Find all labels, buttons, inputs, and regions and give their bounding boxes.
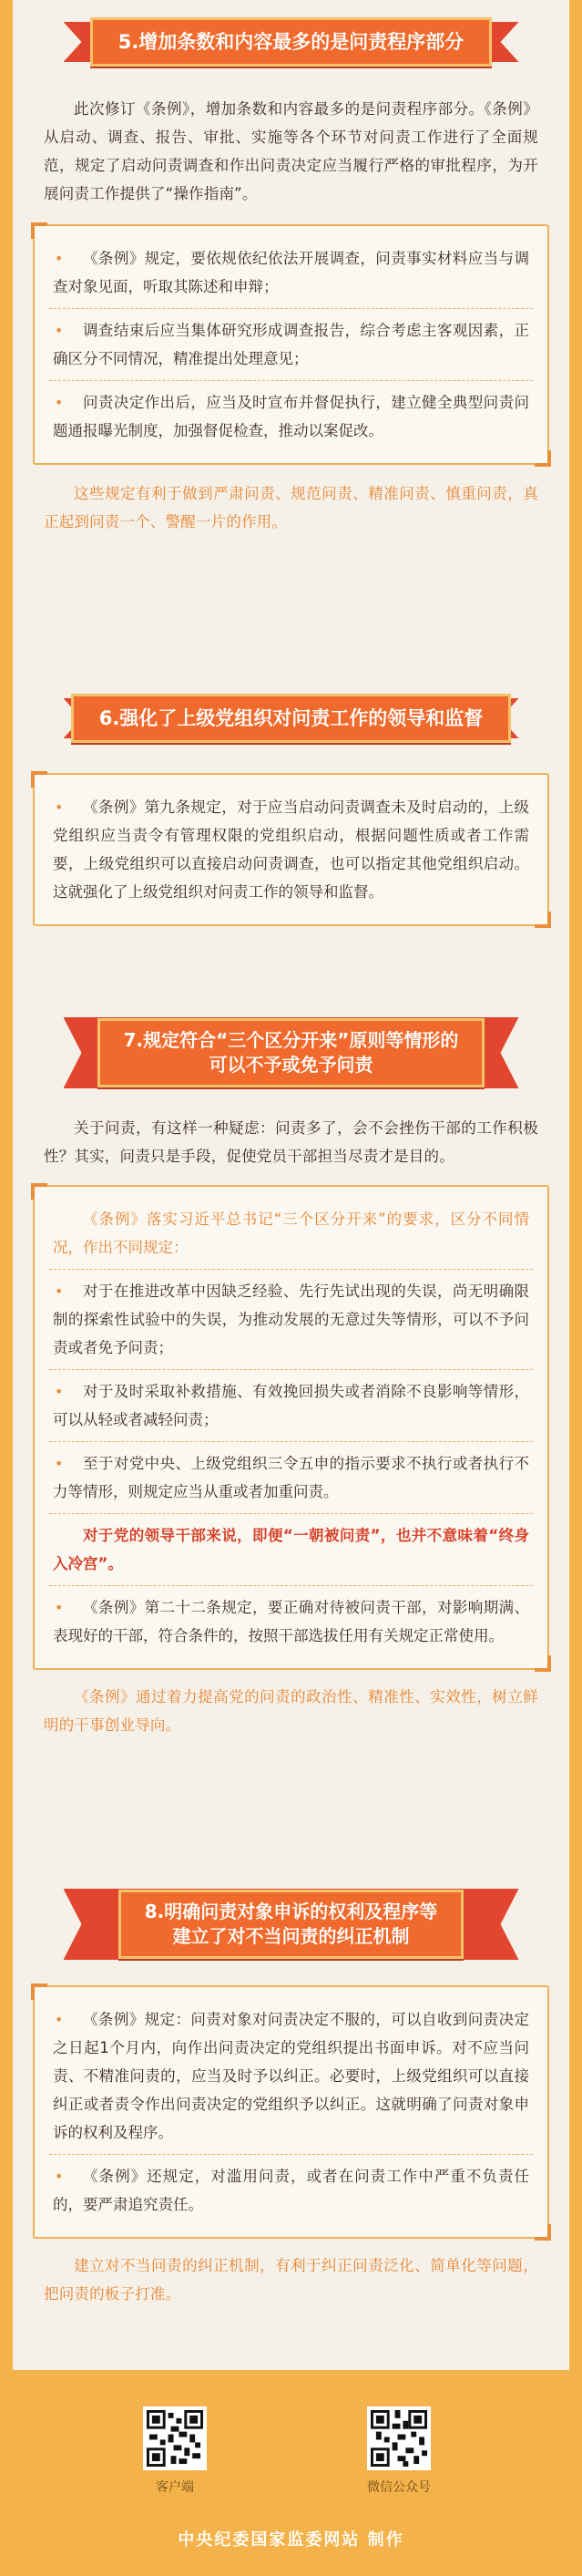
section-6 (26, 689, 556, 926)
corner-decoration (31, 1984, 47, 2000)
corner-decoration (31, 1183, 47, 1200)
section-7-item: • 至于对党中央、上级党组织三令五申的指示要求不执行或者执行不力等情形，则规定应当从重或者加重问责。 (49, 1441, 533, 1513)
section-8-conclusion: 建立对不当问责的纠正机制，有利于纠正问责泛化、简单化等问题，把问责的板子打准。 (44, 2257, 538, 2303)
section-5-intro: 此次修订《条例》，增加条数和内容最多的是问责程序部分。《条例》从启动、调查、报告、审批、实施等各个环节对问责工作进行了全面规范，规定了启动问责调查和作出问责决定应当履行严格的审批程序，为开展问责工作提供了“操作指南”。 (44, 100, 538, 202)
section-5-box (33, 224, 549, 465)
section-7-intro: 关于问责，有这样一种疑虑：问责多了，会不会挫伤干部的工作积极性？其实，问责只是手段，促使党员干部担当尽责才是目的。 (44, 1119, 538, 1165)
section-5-conclusion: 这些规定有利于做到严肃问责、规范问责、精准问责、慎重问责，真正起到问责一个、警醒一片的作用。 (44, 485, 538, 531)
footer (0, 2370, 582, 2576)
corner-decoration (535, 450, 551, 467)
section-5 (26, 13, 556, 536)
section-8 (26, 1880, 556, 2308)
section-7-lead: 《条例》落实习近平总书记“三个区分开来”的要求，区分不同情况，作出不同规定： (53, 1211, 529, 1256)
corner-decoration (535, 1655, 551, 1672)
section-5-title: 5.增加条数和内容最多的是问责程序部分 (90, 17, 493, 67)
corner-decoration (535, 2224, 551, 2241)
section-8-item: • 《条例》还规定，对滥用问责，或者在问责工作中严重不负责任的，要严肃追究责任。 (49, 2154, 533, 2226)
section-5-item: • 问责决定作出后，应当及时宣布并督促执行，建立健全典型问责问题通报曝光制度，加强督促检查，推动以案促改。 (49, 380, 533, 452)
section-8-title-line1: 8.明确问责对象申诉的权利及程序等 (144, 1901, 438, 1922)
section-8-box (33, 1985, 549, 2239)
section-6-item: • 《条例》第九条规定，对于应当启动问责调查未及时启动的，上级党组织应当责令有管理权限的党组织启动，根据问题性质或者工作需要，上级党组织可以直接启动问责调查，也可以指定其他党组织启动。这就强化了上级党组织对问责工作的领导和监督。 (49, 786, 533, 913)
section-8-title (118, 1890, 465, 1959)
section-6-title: 6.强化了上级党组织对问责工作的领导和监督 (71, 694, 512, 743)
section-8-banner (64, 1880, 519, 1969)
section-7-title-line1: 7.规定符合“三个区分开来”原则等情形的 (123, 1029, 459, 1051)
qr-left-label: 客户端 (156, 2480, 194, 2495)
qr-code-client-icon[interactable] (143, 2406, 207, 2470)
qr-right-label: 微信公众号 (367, 2480, 431, 2495)
section-5-item: • 调查结束后应当集体研究形成调查报告，综合考虑主客观因素，正确区分不同情况，精准提出处理意见； (49, 308, 533, 380)
section-7-item: • 对于在推进改革中因缺乏经验、先行先试出现的失误，尚无明确限制的探索性试验中的失误，为推动发展的无意过失等情形，可以不予问责或者免予问责； (49, 1269, 533, 1369)
section-8-title-line2: 建立了对不当问责的纠正机制 (172, 1925, 410, 1947)
section-7-item: • 对于及时采取补救措施、有效挽回损失或者消除不良影响等情形，可以从轻或者减轻问责； (49, 1369, 533, 1441)
section-8-item: • 《条例》规定：问责对象对问责决定不服的，可以自收到问责决定之日起1个月内，向作出问责决定的党组织提出书面申诉。对不应当问责、不精准问责的，应当及时予以纠正。必要时，上级党组织可以直接纠正或者责令作出问责决定的党组织予以纠正。这就明确了问责对象申诉的权利及程序。 (49, 1998, 533, 2154)
corner-decoration (31, 222, 47, 239)
section-5-item: • 《条例》规定，要依规依纪依法开展调查，问责事实材料应当与调查对象见面，听取其陈述和申辩； (49, 237, 533, 308)
corner-decoration (31, 771, 47, 788)
corner-decoration (535, 912, 551, 928)
section-6-box (33, 773, 549, 926)
qr-code-icon (371, 2410, 427, 2467)
section-5-banner (64, 13, 519, 71)
section-7-highlight: 对于党的领导干部来说，即便“一朝被问责”，也并不意味着“终身入冷宫”。 (49, 1513, 533, 1585)
section-7 (26, 1008, 556, 1739)
section-7-article: • 《条例》第二十二条规定，要正确对待被问责干部，对影响期满、表现好的干部，符合条件的，按照干部选拔任用有关规定正常使用。 (49, 1585, 533, 1657)
section-6-banner (64, 689, 519, 747)
section-7-title-line2: 可以不予或免予问责 (209, 1054, 373, 1076)
section-7-conclusion: 《条例》通过着力提高党的问责的政治性、精准性、实效性，树立鲜明的干事创业导向。 (44, 1688, 538, 1734)
section-7-box (33, 1185, 549, 1670)
section-7-banner (64, 1008, 519, 1097)
credit-text: 中央纪委国家监委网站 制作 (178, 2530, 404, 2550)
qr-code-wechat-icon[interactable] (367, 2406, 431, 2470)
qr-code-icon (147, 2410, 203, 2467)
section-7-title (97, 1018, 485, 1087)
